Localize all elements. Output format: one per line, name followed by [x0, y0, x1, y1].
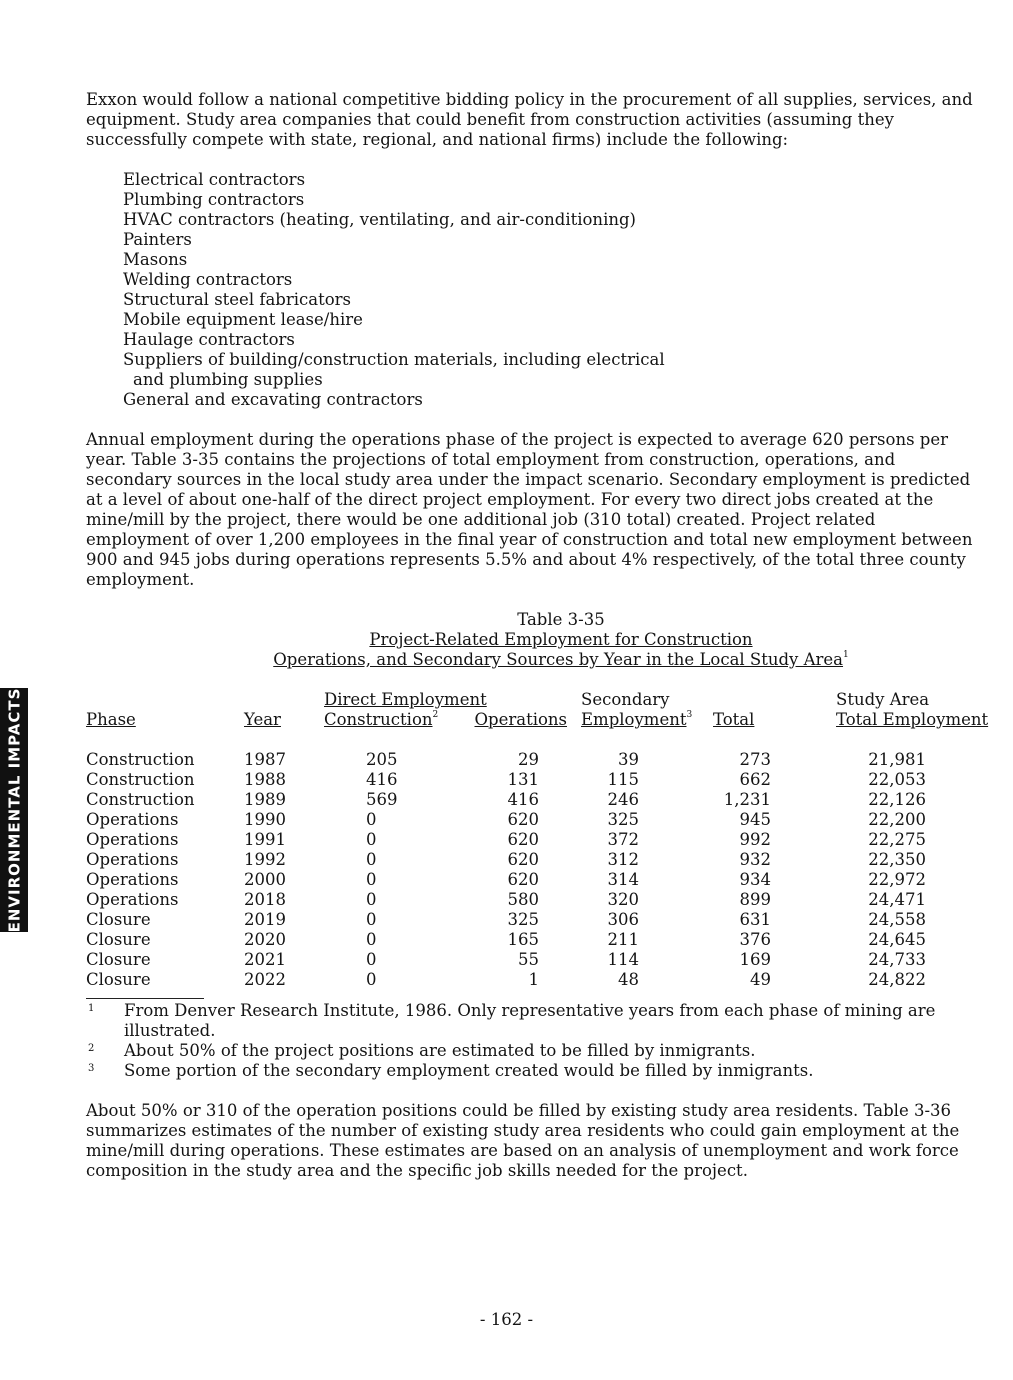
cell-construction: 0	[366, 970, 377, 989]
cell-secondary: 39	[618, 750, 640, 769]
table-row	[86, 950, 968, 970]
cell-construction: 0	[366, 870, 377, 889]
cell-secondary: 325	[607, 810, 640, 829]
cell-construction: 0	[366, 810, 377, 829]
cell-total: 934	[739, 870, 772, 889]
cell-phase: Closure	[86, 950, 151, 969]
list-item: Structural steel fabricators	[123, 290, 352, 309]
cell-phase: Operations	[86, 890, 179, 909]
cell-total: 49	[750, 970, 772, 989]
cell-study-area: 22,275	[868, 830, 927, 849]
cell-total: 631	[739, 910, 772, 929]
cell-total: 662	[739, 770, 772, 789]
cell-year: 1989	[244, 790, 286, 809]
contractor-list	[123, 170, 976, 410]
cell-secondary: 115	[607, 770, 640, 789]
cell-total: 899	[739, 890, 772, 909]
header-total: Total	[713, 710, 755, 729]
header-direct-employment: Direct Employment	[324, 690, 487, 709]
cell-study-area: 21,981	[868, 750, 927, 769]
cell-operations: 131	[507, 770, 540, 789]
cell-secondary: 306	[607, 910, 640, 929]
cell-year: 2022	[244, 970, 286, 989]
cell-secondary: 211	[607, 930, 640, 949]
cell-total: 273	[739, 750, 772, 769]
table-title-line2: Operations, and Secondary Sources by Year in the Local Study Area	[273, 650, 844, 669]
cell-year: 1988	[244, 770, 286, 789]
cell-phase: Closure	[86, 930, 151, 949]
footnote-2	[86, 1041, 976, 1061]
table-number: Table 3-35	[517, 610, 605, 629]
header-study-area-total: Total Employment	[836, 710, 989, 729]
table-row	[86, 750, 968, 770]
cell-operations: 165	[507, 930, 540, 949]
cell-operations: 416	[507, 790, 540, 809]
header-study-area-top: Study Area	[836, 690, 930, 709]
cell-phase: Construction	[86, 790, 195, 809]
cell-construction: 416	[366, 770, 398, 789]
page-body	[86, 90, 989, 1181]
cell-construction: 0	[366, 910, 377, 929]
cell-operations: 1	[528, 970, 540, 989]
cell-year: 1987	[244, 750, 286, 769]
cell-phase: Operations	[86, 850, 179, 869]
table-row	[86, 770, 968, 790]
footnote-1-mark: 1	[88, 1003, 95, 1014]
cell-secondary: 48	[618, 970, 640, 989]
header-construction: Construction	[324, 710, 433, 729]
cell-year: 2020	[244, 930, 286, 949]
cell-operations: 325	[507, 910, 540, 929]
cell-secondary: 372	[607, 830, 640, 849]
cell-study-area: 22,053	[868, 770, 927, 789]
footnote-1	[86, 1001, 976, 1041]
footnote-3	[86, 1061, 976, 1081]
page-number: - 162 -	[479, 1310, 534, 1329]
header-construction-mark: 2	[432, 710, 439, 720]
table-row	[86, 930, 968, 950]
header-secondary: Employment	[581, 710, 687, 729]
list-item: General and excavating contractors	[123, 390, 423, 409]
footnote-2-text: About 50% of the project positions are estimated to be filled by inmigrants.	[124, 1041, 756, 1060]
header-phase: Phase	[86, 710, 136, 729]
cell-study-area: 24,733	[868, 950, 927, 969]
list-item: Masons	[123, 250, 188, 269]
cell-operations: 29	[518, 750, 540, 769]
table-row	[86, 890, 968, 910]
cell-secondary: 320	[607, 890, 640, 909]
cell-total: 932	[739, 850, 772, 869]
list-item: Painters	[123, 230, 192, 249]
cell-phase: Construction	[86, 770, 195, 789]
cell-total: 945	[739, 810, 772, 829]
footnote-rule	[86, 998, 204, 999]
cell-secondary: 246	[607, 790, 640, 809]
cell-secondary: 114	[607, 950, 640, 969]
cell-phase: Operations	[86, 830, 179, 849]
cell-phase: Operations	[86, 870, 179, 889]
cell-year: 2019	[244, 910, 286, 929]
header-secondary-mark: 3	[686, 710, 693, 720]
footnote-3-mark: 3	[88, 1063, 95, 1074]
cell-study-area: 24,645	[868, 930, 927, 949]
footnote-1-text: From Denver Research Institute, 1986. Only representative years from each phase of mining are illustrated.	[124, 1001, 936, 1040]
table-body	[86, 750, 968, 990]
cell-year: 2021	[244, 950, 286, 969]
table-title-footnote-mark: 1	[843, 650, 849, 660]
cell-study-area: 24,822	[868, 970, 927, 989]
closing-paragraph: About 50% or 310 of the operation positions could be filled by existing study area residents. Table 3-36 summarizes estimates of the number of existing study area residents who could gain employment at the mine/mill during operations. These estimates are based on an analysis of unemployment and work force composition in the study area and the specific job skills needed for the project.	[86, 1101, 960, 1180]
intro-paragraph: Exxon would follow a national competitive bidding policy in the procurement of all supplies, services, and equipment. Study area companies that could benefit from construction activities (assuming they successfully compete with state, regional, and national firms) include the following:	[86, 90, 973, 149]
cell-construction: 205	[366, 750, 398, 769]
cell-year: 1990	[244, 810, 286, 829]
cell-construction: 0	[366, 850, 377, 869]
section-side-tab	[0, 688, 28, 932]
cell-phase: Closure	[86, 970, 151, 989]
table-row	[86, 790, 968, 810]
side-tab-label: ENVIRONMENTAL IMPACTS	[5, 687, 23, 933]
table-row	[86, 810, 968, 830]
list-item: Plumbing contractors	[123, 190, 305, 209]
cell-total: 376	[739, 930, 772, 949]
employment-paragraph: Annual employment during the operations phase of the project is expected to average 620 persons per year. Table 3-35 contains the projections of total employment from construction, operations, and secondary sources in the local study area under the impact scenario. Secondary employment is predicted at a level of about one-half of the direct project employment. For every two direct jobs created at the mine/mill by the project, there would be one additional job (310 total) created. Project related employment of over 1,200 employees in the final year of construction and total new employment between 900 and 945 jobs during operations represents 5.5% and about 4% respectively, of the total three county employment.	[86, 430, 973, 589]
employment-table	[86, 690, 989, 990]
list-item: Welding contractors	[123, 270, 293, 289]
table-caption	[146, 610, 976, 670]
cell-total: 1,231	[723, 790, 772, 809]
list-item: Suppliers of building/construction materials, including electrical	[123, 350, 665, 369]
cell-operations: 620	[507, 870, 540, 889]
list-item: Electrical contractors	[123, 170, 306, 189]
table-title-line1: Project-Related Employment for Construction	[369, 630, 753, 649]
cell-year: 2018	[244, 890, 286, 909]
cell-operations: 580	[507, 890, 540, 909]
cell-construction: 569	[366, 790, 398, 809]
cell-secondary: 312	[607, 850, 640, 869]
cell-operations: 620	[507, 850, 540, 869]
list-item-continuation: and plumbing supplies	[133, 370, 323, 389]
cell-operations: 55	[518, 950, 540, 969]
cell-construction: 0	[366, 890, 377, 909]
cell-phase: Operations	[86, 810, 179, 829]
cell-study-area: 22,200	[868, 810, 927, 829]
cell-year: 1992	[244, 850, 286, 869]
footnote-3-text: Some portion of the secondary employment created would be filled by inmigrants.	[124, 1061, 814, 1080]
cell-total: 169	[739, 950, 772, 969]
cell-study-area: 22,972	[868, 870, 927, 889]
footnote-2-mark: 2	[88, 1043, 95, 1054]
cell-operations: 620	[507, 830, 540, 849]
cell-study-area: 24,471	[868, 890, 927, 909]
cell-operations: 620	[507, 810, 540, 829]
cell-phase: Construction	[86, 750, 195, 769]
header-operations: Operations	[474, 710, 568, 729]
cell-phase: Closure	[86, 910, 151, 929]
list-item: Mobile equipment lease/hire	[123, 310, 363, 329]
table-row	[86, 910, 968, 930]
cell-study-area: 22,350	[868, 850, 927, 869]
table-row	[86, 850, 968, 870]
table-row	[86, 870, 968, 890]
list-item: Haulage contractors	[123, 330, 295, 349]
cell-construction: 0	[366, 950, 377, 969]
list-item: HVAC contractors (heating, ventilating, and air-conditioning)	[123, 210, 636, 229]
cell-construction: 0	[366, 930, 377, 949]
cell-study-area: 24,558	[868, 910, 927, 929]
table-header-row-top	[86, 690, 968, 710]
table-header-row	[86, 710, 968, 730]
cell-construction: 0	[366, 830, 377, 849]
cell-study-area: 22,126	[868, 790, 927, 809]
cell-year: 2000	[244, 870, 286, 889]
header-year: Year	[244, 710, 281, 729]
header-secondary-top: Secondary	[581, 690, 670, 709]
cell-total: 992	[739, 830, 772, 849]
table-row	[86, 830, 968, 850]
cell-year: 1991	[244, 830, 286, 849]
table-row	[86, 970, 968, 990]
cell-secondary: 314	[607, 870, 640, 889]
